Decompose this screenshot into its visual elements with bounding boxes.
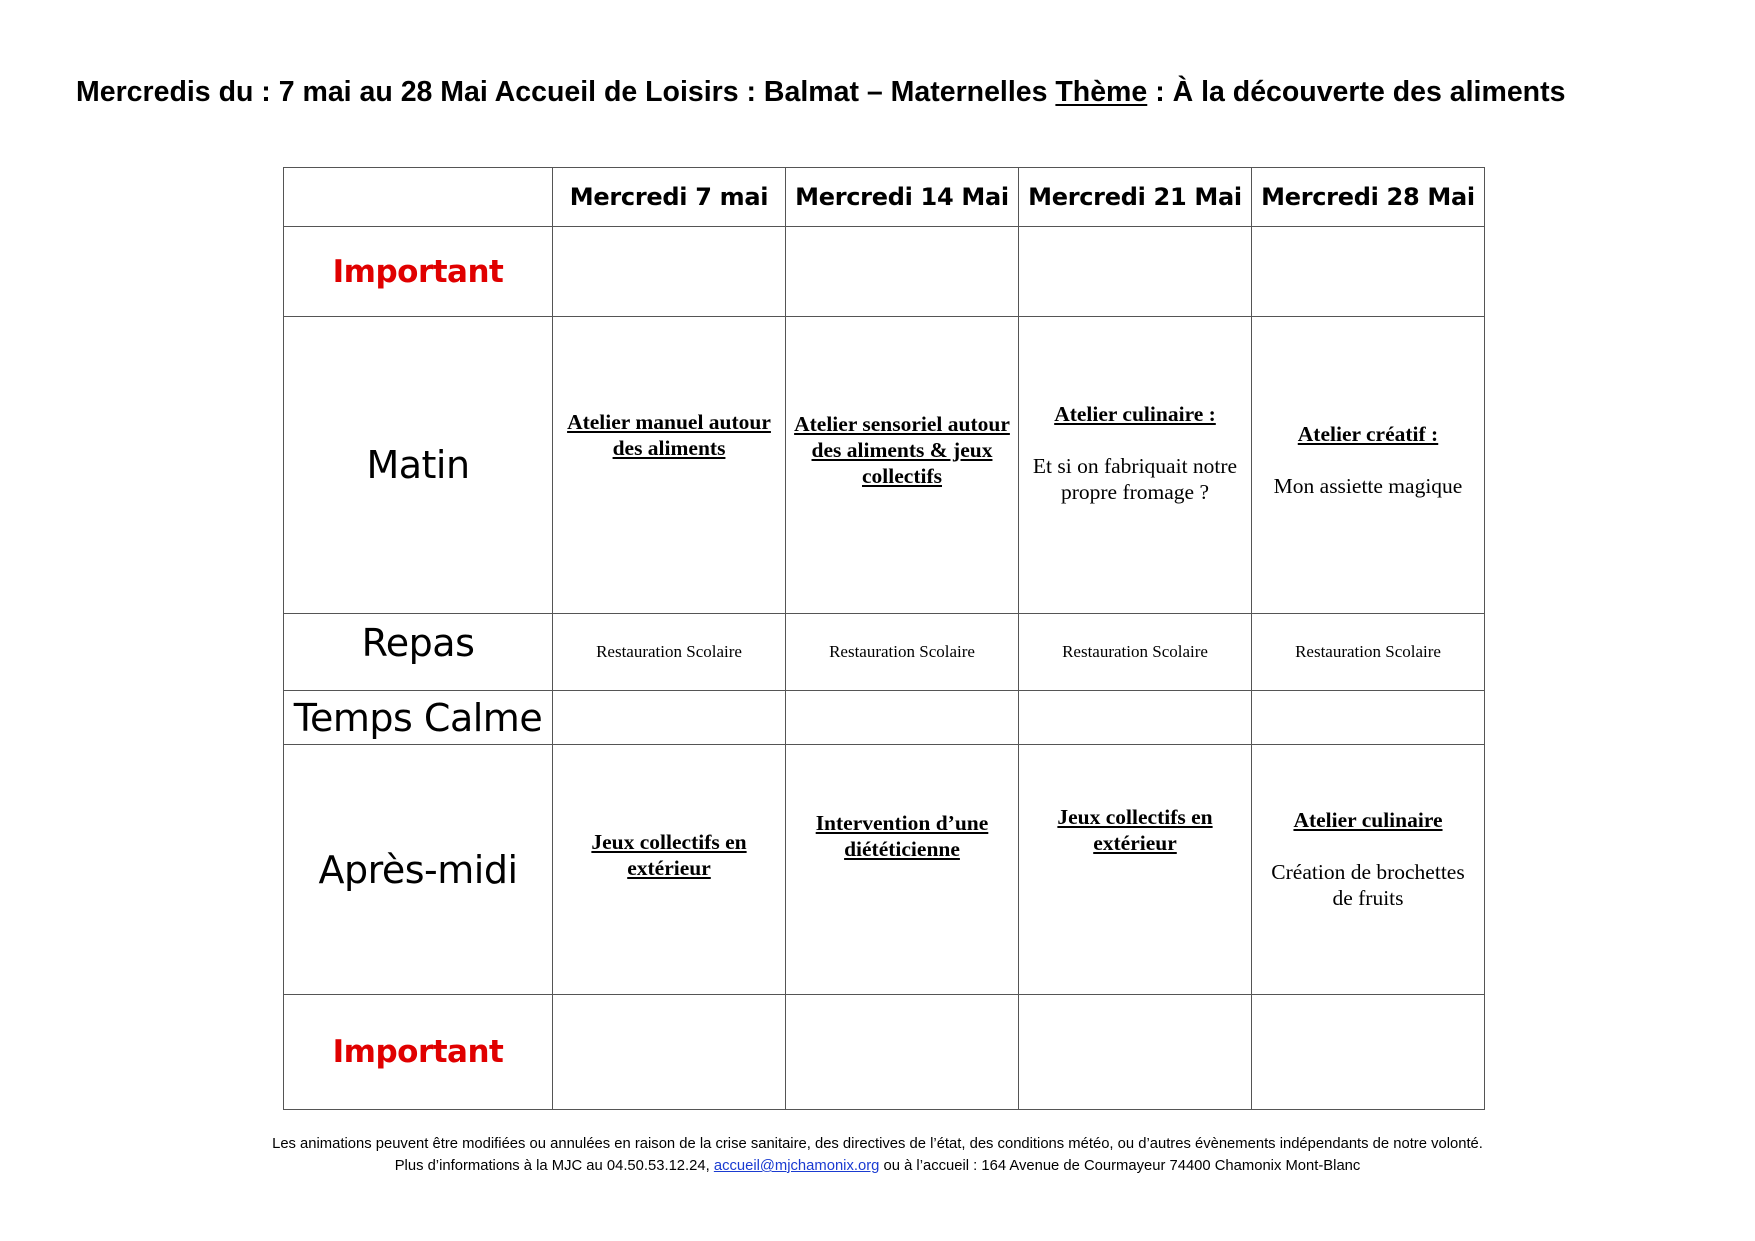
corner-cell bbox=[284, 168, 553, 227]
row-important-top bbox=[284, 227, 1485, 317]
activity-title: Atelier créatif : bbox=[1297, 422, 1439, 446]
footer-disclaimer: Les animations peuvent être modifiées ou annulées en raison de la crise sanitaire, des directives de l’état, des conditions météo, ou d’autres évènements indépendants de notre volonté. bbox=[272, 1136, 1483, 1152]
activity-title: Atelier sensoriel autour des aliments & jeux collectifs bbox=[794, 412, 1010, 488]
row-label-important: Important bbox=[284, 227, 553, 317]
empty-cell bbox=[786, 691, 1019, 745]
activity-cell bbox=[553, 745, 786, 995]
footer bbox=[0, 1133, 1755, 1177]
meal-cell: Restauration Scolaire bbox=[553, 614, 786, 691]
email-link[interactable]: accueil@mjchamonix.org bbox=[713, 1158, 880, 1174]
activity-cell bbox=[1019, 745, 1252, 995]
meal-cell: Restauration Scolaire bbox=[1252, 614, 1485, 691]
meal-cell: Restauration Scolaire bbox=[1019, 614, 1252, 691]
footer-contact-suffix: ou à l’accueil : 164 Avenue de Courmayeur 74400 Chamonix Mont-Blanc bbox=[883, 1158, 1361, 1174]
empty-cell bbox=[1019, 995, 1252, 1110]
row-label-apres-midi: Après-midi bbox=[284, 745, 553, 995]
empty-cell bbox=[1252, 995, 1485, 1110]
activity-cell bbox=[1252, 317, 1485, 614]
meal-cell: Restauration Scolaire bbox=[786, 614, 1019, 691]
row-apres-midi bbox=[284, 745, 1485, 995]
empty-cell bbox=[553, 691, 786, 745]
title-prefix: Mercredis du : 7 mai au 28 Mai Accueil de Loisirs : Balmat – Maternelles bbox=[76, 76, 1048, 108]
day-header: Mercredi 7 mai bbox=[553, 168, 786, 227]
day-header: Mercredi 14 Mai bbox=[786, 168, 1019, 227]
activity-title: Atelier culinaire : bbox=[1054, 401, 1216, 426]
activity-cell bbox=[1019, 317, 1252, 614]
activity-title: Jeux collectifs en extérieur bbox=[1057, 804, 1213, 855]
empty-cell bbox=[553, 995, 786, 1110]
row-label-temps-calme: Temps Calme bbox=[284, 691, 553, 745]
row-label-repas bbox=[284, 614, 553, 691]
activity-description: Mon assiette magique bbox=[1273, 474, 1463, 498]
day-header: Mercredi 21 Mai bbox=[1019, 168, 1252, 227]
day-header: Mercredi 28 Mai bbox=[1252, 168, 1485, 227]
theme-label: Thème bbox=[1055, 76, 1148, 108]
empty-cell bbox=[786, 227, 1019, 317]
footer-contact bbox=[0, 1155, 1755, 1177]
row-matin bbox=[284, 317, 1485, 614]
row-label-matin: Matin bbox=[284, 317, 553, 614]
activity-title: Atelier culinaire bbox=[1293, 807, 1443, 832]
footer-contact-prefix: Plus d’informations à la MJC au 04.50.53.12.24, bbox=[394, 1158, 710, 1174]
row-important-bottom bbox=[284, 995, 1485, 1110]
header-row bbox=[284, 168, 1485, 227]
empty-cell bbox=[1252, 691, 1485, 745]
row-temps-calme bbox=[284, 691, 1485, 745]
empty-cell bbox=[1019, 691, 1252, 745]
activity-cell bbox=[553, 317, 786, 614]
empty-cell bbox=[553, 227, 786, 317]
empty-cell bbox=[1252, 227, 1485, 317]
empty-cell bbox=[1019, 227, 1252, 317]
activity-description: Création de brochettes de fruits bbox=[1271, 859, 1465, 910]
row-label-repas-text: Repas bbox=[361, 621, 475, 665]
empty-cell bbox=[786, 995, 1019, 1110]
row-label-important: Important bbox=[284, 995, 553, 1110]
schedule-table bbox=[283, 167, 1485, 1110]
page-title bbox=[76, 76, 1716, 109]
row-repas bbox=[284, 614, 1485, 691]
activity-cell bbox=[786, 745, 1019, 995]
activity-title: Jeux collectifs en extérieur bbox=[591, 829, 747, 880]
activity-cell bbox=[1252, 745, 1485, 995]
theme-value: : À la découverte des aliments bbox=[1155, 76, 1566, 108]
activity-description: Et si on fabriquait notre propre fromage ? bbox=[1032, 453, 1238, 504]
activity-title: Intervention d’une diététicienne bbox=[815, 810, 989, 861]
activity-cell bbox=[786, 317, 1019, 614]
activity-title: Atelier manuel autour des aliments bbox=[567, 410, 771, 460]
